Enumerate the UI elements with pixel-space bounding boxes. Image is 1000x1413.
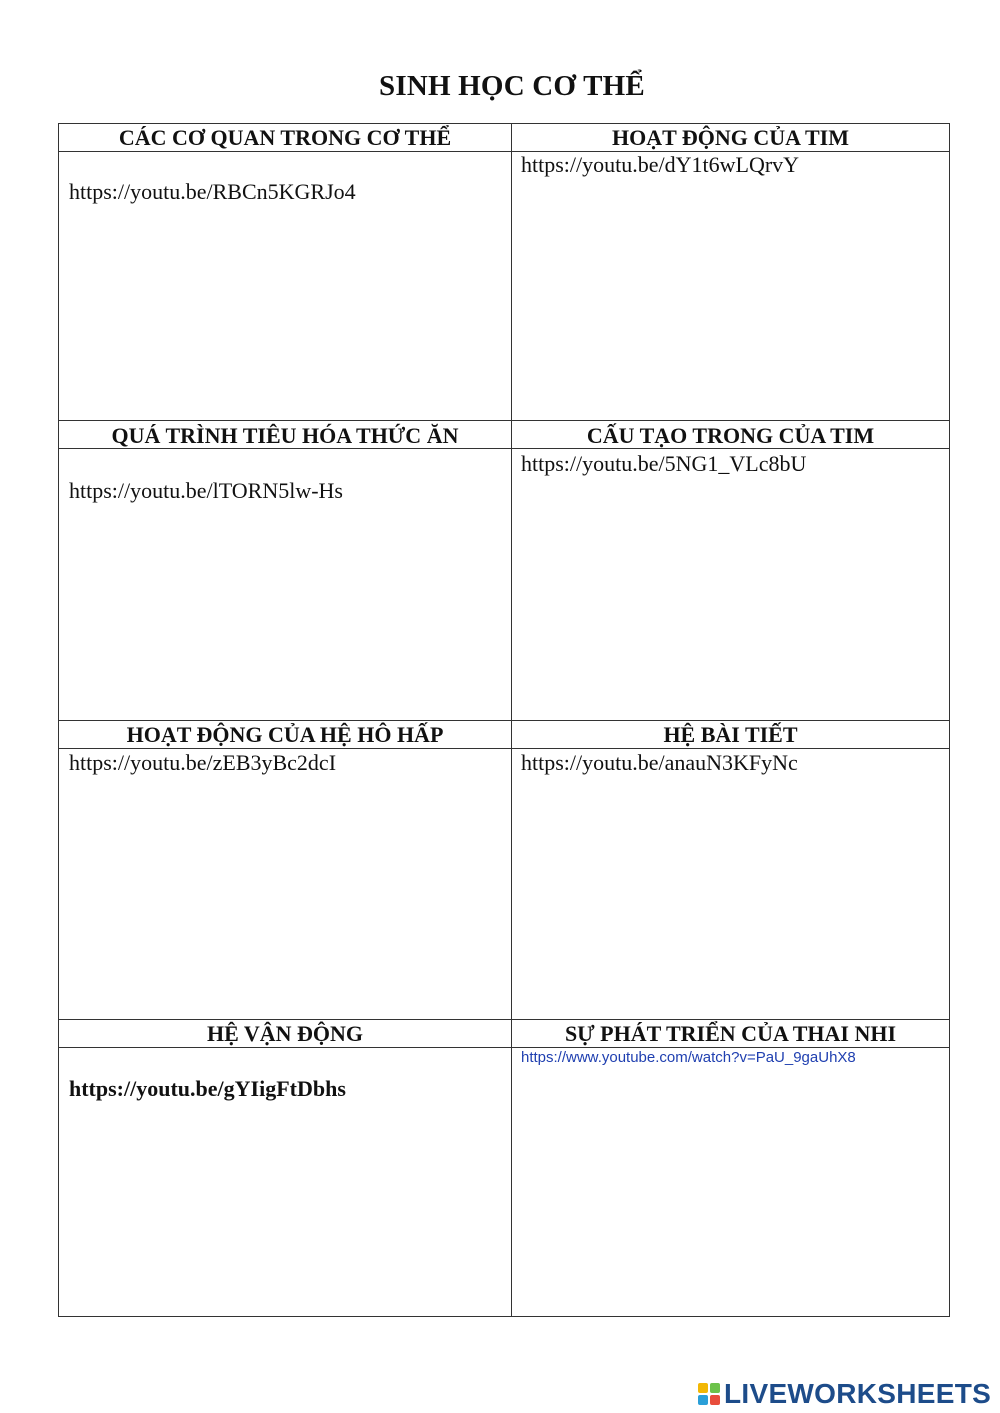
video-link-fetal-development[interactable]: https://www.youtube.com/watch?v=PaU_9gaUhX8 — [521, 1049, 856, 1066]
cell-heading-heart-activity: HOẠT ĐỘNG CỦA TIM — [612, 125, 849, 150]
video-link-heart-structure[interactable]: https://youtu.be/5NG1_VLc8bU — [521, 451, 807, 476]
video-link-locomotor[interactable]: https://youtu.be/gYIigFtDbhs — [69, 1076, 346, 1101]
row-divider — [59, 1047, 949, 1048]
cell-heading-body-organs: CÁC CƠ QUAN TRONG CƠ THỂ — [118, 125, 452, 150]
video-link-respiratory[interactable]: https://youtu.be/zEB3yBc2dcI — [69, 750, 337, 775]
liveworksheets-watermark — [698, 1377, 991, 1411]
video-link-body-organs[interactable]: https://youtu.be/RBCn5KGRJo4 — [69, 179, 356, 204]
liveworksheets-wordmark: LIVEWORKSHEETS — [724, 1378, 992, 1409]
row-divider — [59, 420, 949, 421]
video-links-table — [58, 123, 950, 1317]
cell-heading-digestion: QUÁ TRÌNH TIÊU HÓA THỨC ĂN — [111, 423, 459, 448]
video-link-heart-activity[interactable]: https://youtu.be/dY1t6wLQrvY — [521, 152, 800, 177]
cell-heading-heart-structure: CẤU TẠO TRONG CỦA TIM — [586, 423, 875, 448]
cell-heading-fetal-development: SỰ PHÁT TRIỂN CỦA THAI NHI — [564, 1021, 897, 1046]
cell-heading-excretory: HỆ BÀI TIẾT — [663, 722, 798, 747]
liveworksheets-logo-icon — [698, 1383, 720, 1405]
video-link-excretory[interactable]: https://youtu.be/anauN3KFyNc — [521, 750, 798, 775]
page-title: SINH HỌC CƠ THỂ — [379, 70, 645, 102]
row-divider — [59, 151, 949, 152]
cell-heading-respiratory: HOẠT ĐỘNG CỦA HỆ HÔ HẤP — [126, 722, 444, 747]
row-divider — [59, 748, 949, 749]
cell-heading-locomotor: HỆ VẬN ĐỘNG — [206, 1021, 364, 1046]
video-link-digestion[interactable]: https://youtu.be/lTORN5lw-Hs — [69, 478, 343, 503]
